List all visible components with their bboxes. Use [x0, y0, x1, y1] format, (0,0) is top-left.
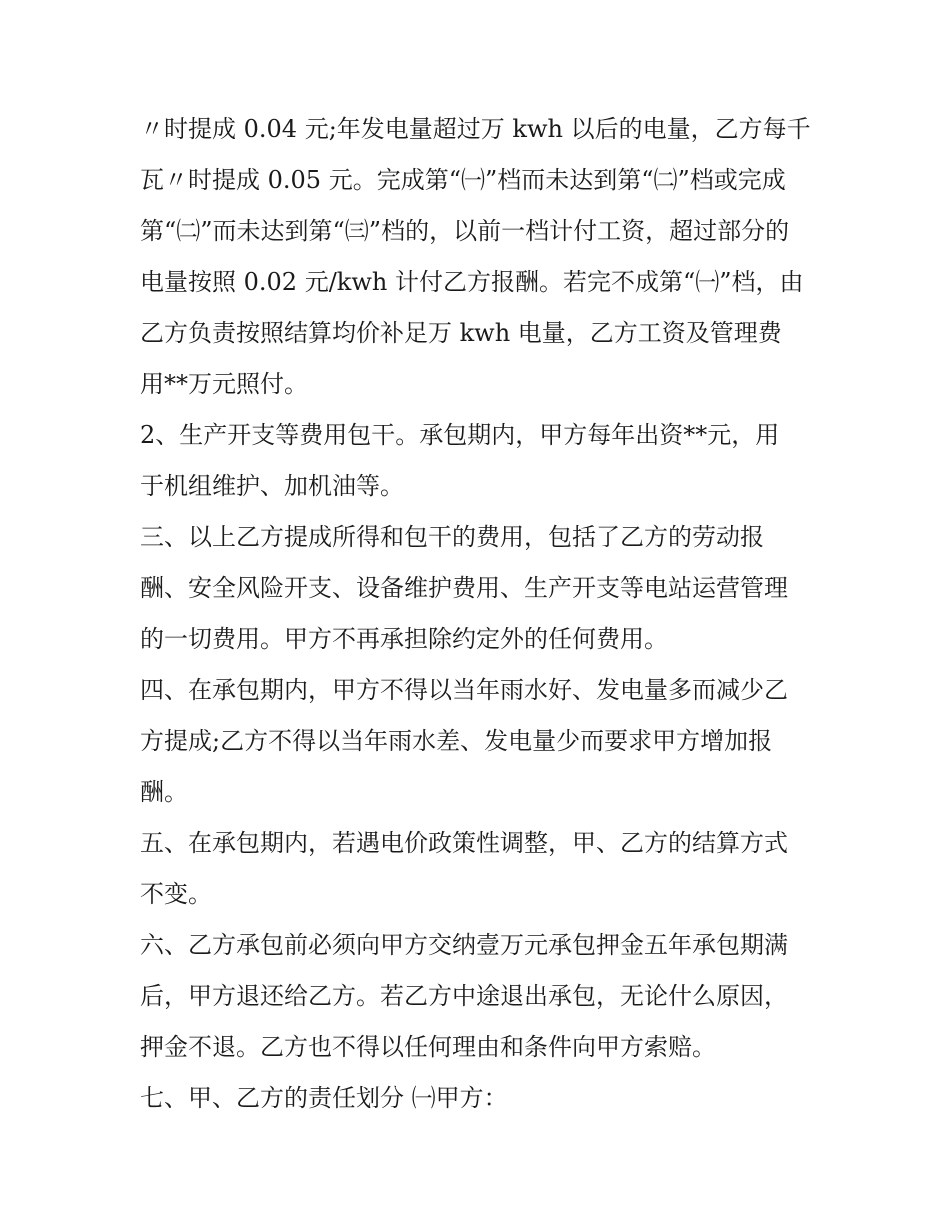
- text-line: 押金不退。乙方也不得以任何理由和条件向甲方索赔。: [140, 1033, 716, 1061]
- text-line: 六、乙方承包前必须向甲方交纳壹万元承包押金五年承包期满: [140, 931, 788, 959]
- text-line: 乙方负责按照结算均价补足万 kwh 电量，乙方工资及管理费: [140, 319, 782, 347]
- text-line: 七、甲、乙方的责任划分 ㈠甲方：: [140, 1084, 508, 1112]
- text-line: 电量按照 0.02 元/kwh 计付乙方报酬。若完不成第“㈠”档，由: [140, 268, 804, 296]
- text-line: 酬、安全风险开支、设备维护费用、生产开支等电站运营管理: [140, 574, 788, 602]
- text-line: 四、在承包期内，甲方不得以当年雨水好、发电量多而减少乙: [140, 676, 788, 704]
- text-line: 三、以上乙方提成所得和包干的费用，包括了乙方的劳动报: [140, 523, 764, 551]
- text-line: 〃时提成 0.04 元;年发电量超过万 kwh 以后的电量，乙方每千: [140, 115, 811, 143]
- text-line: 不变。: [140, 880, 212, 908]
- document-body: [140, 104, 820, 1124]
- text-line: 酬。: [140, 778, 188, 806]
- text-line: 用**万元照付。: [140, 370, 308, 398]
- text-line: 的一切费用。甲方不再承担除约定外的任何费用。: [140, 625, 668, 653]
- text-line: 2、生产开支等费用包干。承包期内，甲方每年出资**元，用: [140, 421, 780, 449]
- text-line: 瓦〃时提成 0.05 元。完成第“㈠”档而未达到第“㈡”档或完成: [140, 166, 786, 194]
- text-line: 于机组维护、加机油等。: [140, 472, 404, 500]
- text-line: 方提成;乙方不得以当年雨水差、发电量少而要求甲方增加报: [140, 727, 773, 755]
- text-line: 后，甲方退还给乙方。若乙方中途退出承包，无论什么原因，: [140, 982, 788, 1010]
- text-line: 第“㈡”而未达到第“㈢”档的，以前一档计付工资，超过部分的: [140, 217, 790, 245]
- text-line: 五、在承包期内，若遇电价政策性调整，甲、乙方的结算方式: [140, 829, 788, 857]
